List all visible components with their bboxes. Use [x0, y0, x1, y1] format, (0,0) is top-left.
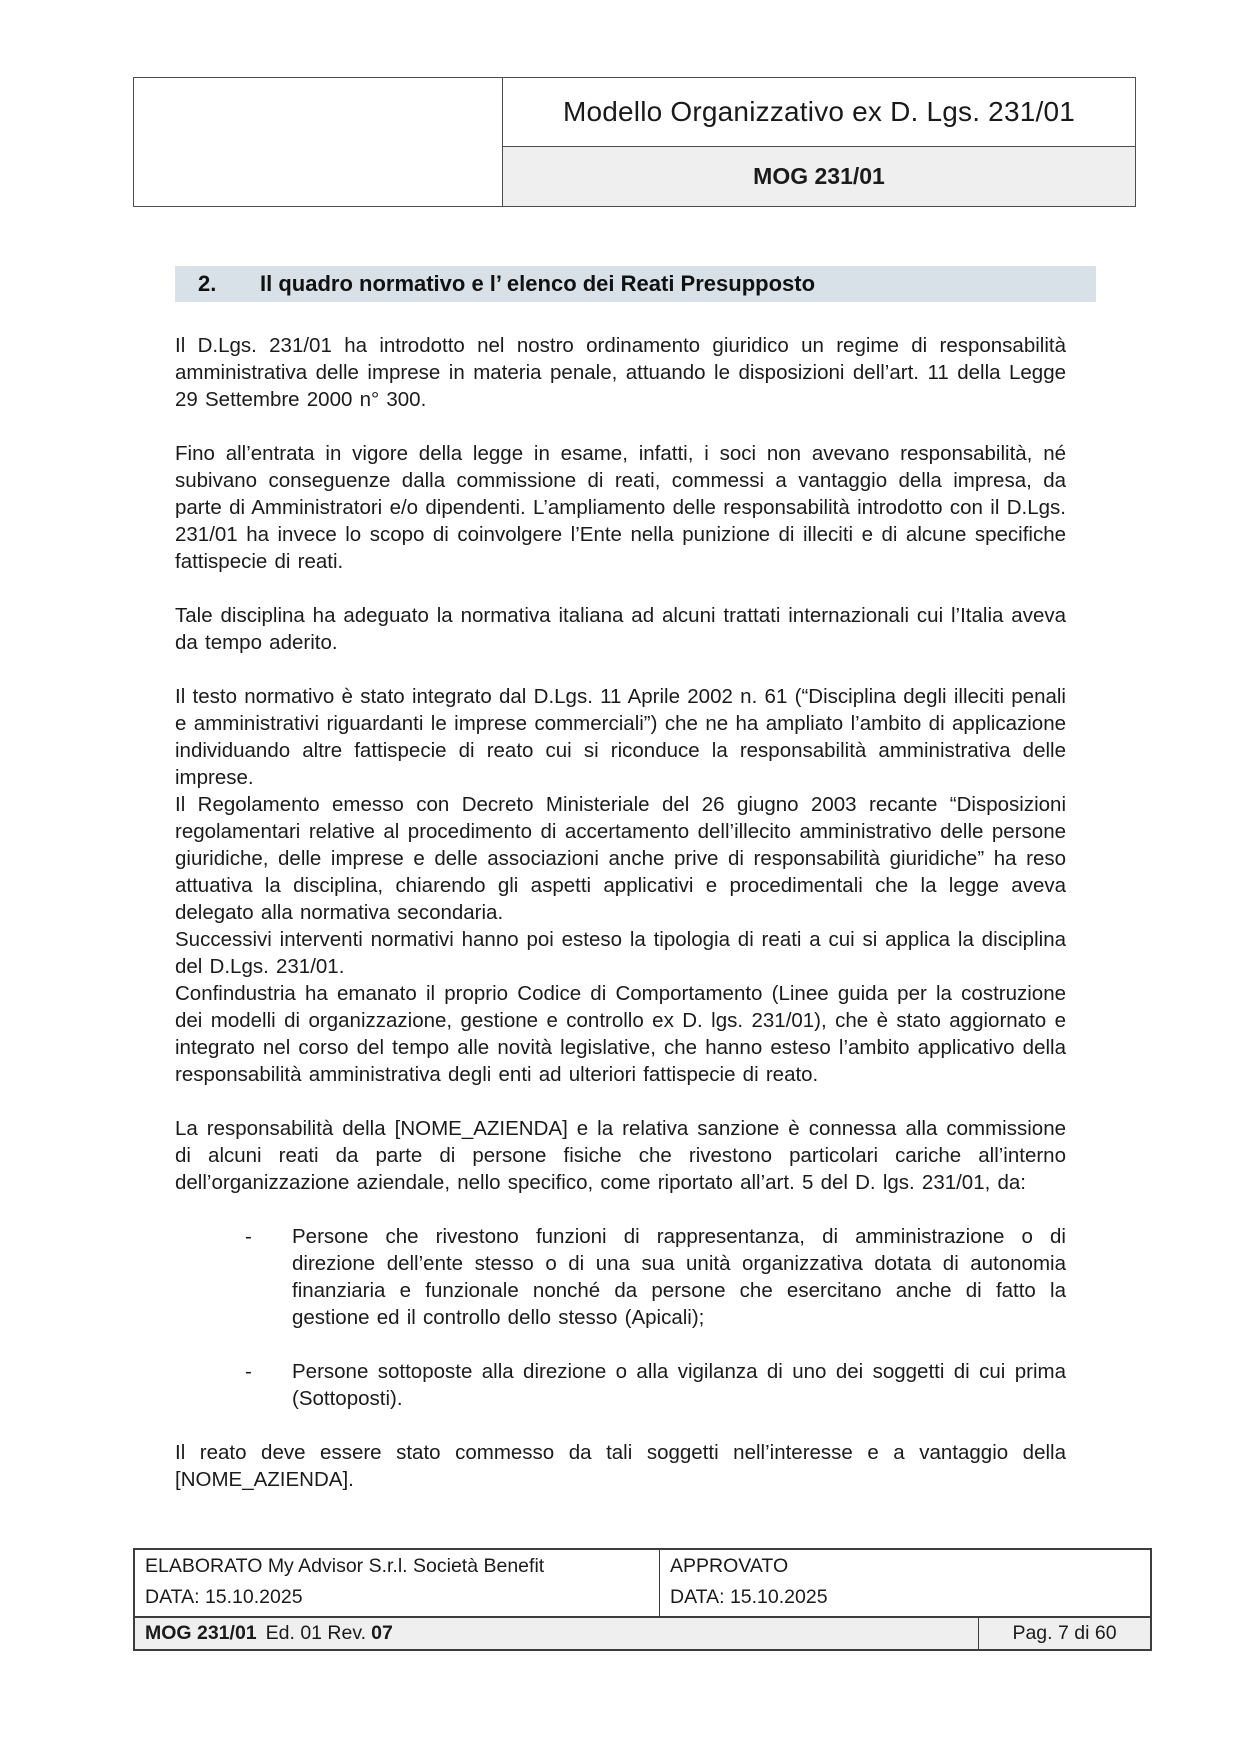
document-code: MOG 231/01: [503, 146, 1135, 206]
dash-marker: -: [245, 1360, 252, 1383]
paragraph: Il D.Lgs. 231/01 ha introdotto nel nostro ordinamento giuridico un regime di responsabilità amministrativa delle imprese in materia penale, attuando le disposizioni dell’art. 11 della Legge 29 Settembre 2000 n° 300.: [175, 334, 1066, 411]
paragraph: Tale disciplina ha adeguato la normativa italiana ad alcuni trattati internazionali cui l’Italia aveva da tempo aderito.: [175, 604, 1066, 654]
closing-paragraph: Il reato deve essere stato commesso da tali soggetti nell’interesse e a vantaggio della [NOME_AZIENDA].: [175, 1441, 1066, 1491]
section-title: Il quadro normativo e l’ elenco dei Reati Presupposto: [260, 271, 816, 296]
doc-revision: 07: [371, 1622, 393, 1644]
header-title-column: [503, 78, 1135, 206]
paragraph: Successivi interventi normativi hanno poi esteso la tipologia di reati a cui si applica la disciplina del D.Lgs. 231/01.: [175, 928, 1066, 978]
elaborato-label: ELABORATO My Advisor S.r.l. Società Benefit: [145, 1555, 545, 1577]
approvato-cell: [660, 1550, 1150, 1616]
paragraph: La responsabilità della [NOME_AZIENDA] e la relativa sanzione è connessa alla commissione di alcuni reati da parte di persone fisiche che rivestono particolari cariche all’interno dell’organizzazione aziendale, nello specifico, come riportato all’art. 5 del D. lgs. 231/01, da:: [175, 1117, 1066, 1194]
paragraph: Il Regolamento emesso con Decreto Ministeriale del 26 giugno 2003 recante “Disposizioni regolamentari relative al procedimento di accertamento dell’illecito amministrativo delle persone giuridiche, delle imprese e delle associazioni anche prive di responsabilità giuridiche” ha reso attuativa la disciplina, chiarendo gli aspetti applicativi e procedimentali che la legge aveva delegato alla normativa secondaria.: [175, 793, 1066, 924]
doc-edition: Ed. 01 Rev.: [265, 1622, 367, 1644]
paragraph: Il testo normativo è stato integrato dal D.Lgs. 11 Aprile 2002 n. 61 (“Disciplina degli illeciti penali e amministrativi riguardanti le imprese commerciali”) che ne ha ampliato l’ambito di applicazione individuando altre fattispecie di reato cui si riconduce la responsabilità amministrativa delle imprese.: [175, 685, 1066, 789]
bullet-item: [175, 1223, 1066, 1331]
section-heading: [175, 266, 1096, 302]
dash-marker: -: [245, 1225, 252, 1248]
document-title: Modello Organizzativo ex D. Lgs. 231/01: [562, 96, 1076, 127]
bullet-item: [175, 1358, 1066, 1412]
paragraph: Confindustria ha emanato il proprio Codice di Comportamento (Linee guida per la costruzione dei modelli di organizzazione, gestione e controllo ex D. lgs. 231/01), che è stato aggiornato e integrato nel corso del tempo alle novità legislative, che hanno esteso l’ambito applicativo della responsabilità amministrativa degli enti ad ulteriori fattispecie di reato.: [175, 982, 1066, 1086]
approvato-date: DATA: 15.10.2025: [670, 1586, 828, 1608]
footer-docinfo-row: [135, 1616, 1150, 1649]
page-number-cell: Pag. 7 di 60: [978, 1618, 1150, 1649]
doc-revision-cell: [135, 1618, 978, 1649]
elaborato-date: DATA: 15.10.2025: [145, 1586, 303, 1608]
body-text: [175, 332, 1066, 1493]
section-number: 2.: [198, 271, 217, 296]
logo-cell: [134, 78, 503, 206]
paragraph: Fino all’entrata in vigore della legge in esame, infatti, i soci non avevano responsabilità, né subivano conseguenze dalla commissione di reati, commessi a vantaggio della impresa, da parte di Amministratori e/o dipendenti. L’ampliamento delle responsabilità introdotto con il D.Lgs. 231/01 ha invece lo scopo di coinvolgere l’Ente nella punizione di illeciti e di alcune specifiche fattispecie di reati.: [175, 442, 1066, 573]
doc-code: MOG 231/01: [145, 1622, 257, 1644]
footer-approval-row: [135, 1550, 1150, 1616]
elaborato-cell: [135, 1550, 660, 1616]
document-header-table: [133, 77, 1136, 207]
approvato-label: APPROVATO: [670, 1555, 789, 1577]
bullet-text: Persone che rivestono funzioni di rappresentanza, di amministrazione o di direzione dell’ente stesso o di una sua unità organizzativa dotata di autonomia finanziaria e funzionale nonché da persone che esercitano anche di fatto la gestione ed il controllo dello stesso (Apicali);: [292, 1225, 1066, 1329]
bullet-text: Persone sottoposte alla direzione o alla vigilanza di uno dei soggetti di cui prima (Sottoposti).: [292, 1360, 1066, 1410]
document-footer-table: [133, 1548, 1152, 1651]
